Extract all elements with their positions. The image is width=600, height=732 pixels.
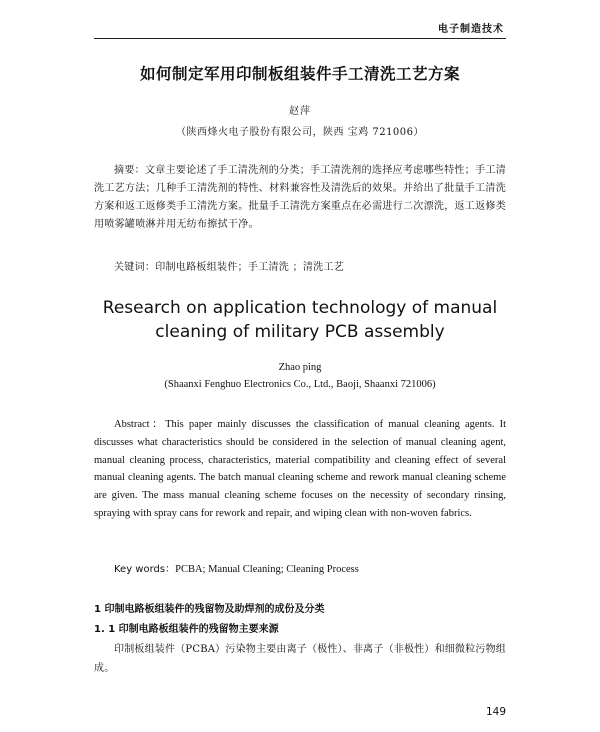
body-paragraph: 印制板组装件（PCBA）污染物主要由离子（极性）、非离子（非极性）和细微粒污物组成。 bbox=[94, 644, 506, 674]
english-title: Research on application technology of manual cleaning of military PCB assembly bbox=[102, 298, 498, 342]
english-keywords bbox=[114, 560, 506, 575]
english-abstract-label: Abstract： bbox=[114, 419, 166, 430]
english-abstract bbox=[94, 416, 506, 523]
chinese-abstract-label: 摘要： bbox=[114, 165, 145, 176]
chinese-keywords-label: 关键词： bbox=[114, 262, 156, 273]
page-number: 149 bbox=[485, 706, 506, 718]
chinese-abstract bbox=[94, 162, 506, 234]
chinese-keywords-text: 印制电路板组装件；手工清洗 ；清洗工艺 bbox=[155, 262, 345, 273]
chinese-keywords bbox=[114, 258, 506, 273]
running-header bbox=[94, 16, 506, 39]
subsection-heading: 1. 1 印制电路板组装件的残留物主要来源 bbox=[94, 624, 279, 635]
chinese-abstract-text: 文章主要论述了手工清洗剂的分类；手工清洗剂的选择应考虑哪些特性；手工清洗工艺方法；几种手工清洗剂的特性、材料兼容性及清洗后的效果。并给出了批量手工清洗方案和返工返修类手工清洗方案。批量手工清洗方案重点在必需进行二次漂洗，返工返修类用喷雾罐喷淋并用无纺布擦拭干净。 bbox=[94, 165, 506, 230]
english-author: Zhao ping bbox=[278, 362, 322, 373]
chinese-title: 如何制定军用印制板组装件手工清洗工艺方案 bbox=[139, 65, 460, 83]
english-keywords-label: Key words： bbox=[114, 564, 176, 575]
english-abstract-text: This paper mainly discusses the classification of manual cleaning agents. It discusses what characteristics should be considered in the selection of manual cleaning agent, manual cleaning process, characteristics, material compatibility and cleaning effect of several manual cleaning agents. The batch manual cleaning scheme and rework manual cleaning scheme are given. The mass manual cleaning scheme focuses on the necessity of secondary rinsing, spraying with spray cans for rework and repair, and wiping clean with non-woven fabrics. bbox=[94, 419, 506, 519]
english-keywords-text: PCBA; Manual Cleaning; Cleaning Process bbox=[175, 564, 359, 575]
section-heading: 1 印制电路板组装件的残留物及助焊剂的成份及分类 bbox=[94, 604, 325, 615]
chinese-author: 赵萍 bbox=[289, 106, 311, 117]
journal-name: 电子制造技术 bbox=[438, 24, 504, 35]
english-affiliation: (Shaanxi Fenghuo Electronics Co., Ltd., Baoji, Shaanxi 721006) bbox=[164, 379, 436, 390]
chinese-affiliation: （陕西烽火电子股份有限公司，陕西 宝鸡 721006） bbox=[175, 127, 425, 138]
